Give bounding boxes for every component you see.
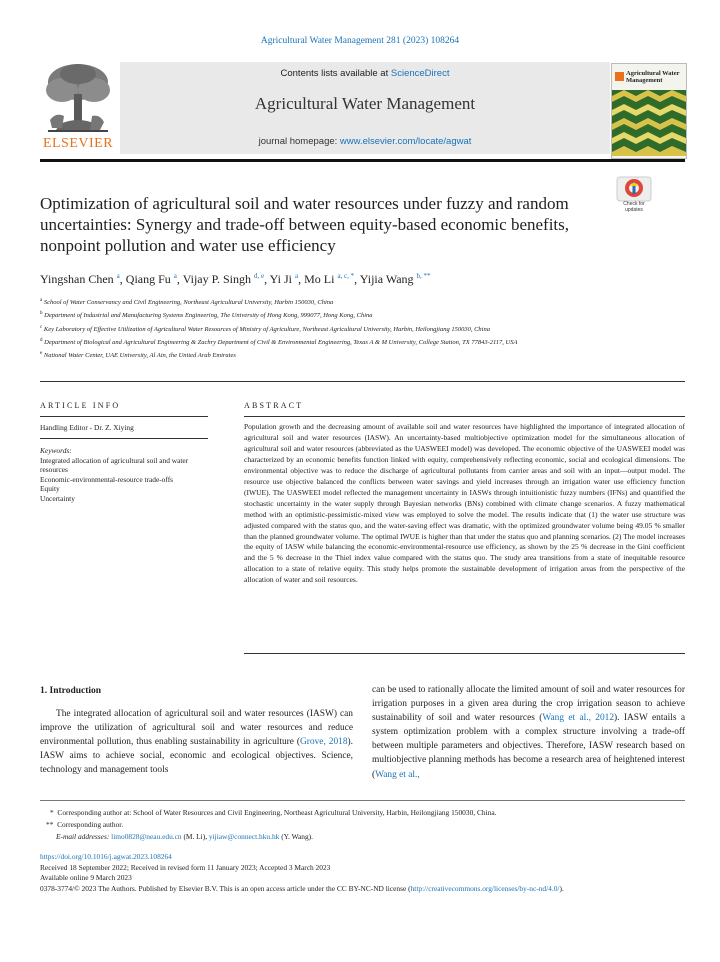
header-divider	[40, 159, 685, 162]
abstract-bottom-divider	[244, 653, 685, 654]
intro-paragraph-left	[40, 707, 353, 777]
author-list: Yingshan Chen $^a$, Qiang Fu $^a$, Vijay P. Singh $^{d, e}$, Yi Ji $^a$, Mo Li $^{a, c, *}$, Yijia Wang $^{b, **}$	[40, 272, 431, 286]
citation-link[interactable]: Wang et al., 2012	[542, 713, 615, 724]
footnotes-block	[40, 807, 685, 843]
abstract-top-divider	[244, 416, 685, 417]
homepage-prefix: journal homepage:	[258, 136, 340, 147]
contents-available-line	[120, 68, 610, 79]
intro-text: The integrated allocation of agricultural soil and water resources (IASW) can improve the utilization of agricultural soil and water resources and reduce environmental pollution, thus enabling sustainability in agriculture (	[40, 709, 353, 748]
keyword: Integrated allocation of agricultural soil and water resources	[40, 455, 189, 475]
email-link[interactable]: limo0828@neau.edu.cn	[111, 832, 182, 841]
check-for-updates-badge[interactable]	[616, 176, 652, 212]
keyword: Equity	[40, 484, 60, 494]
journal-homepage-line	[120, 136, 610, 147]
citation-link[interactable]: Grove, 2018	[300, 737, 348, 748]
elsevier-wordmark: ELSEVIER	[42, 136, 114, 151]
abstract-heading: ABSTRACT	[244, 401, 304, 410]
author[interactable]: Yi Ji $^a$	[269, 272, 299, 286]
email-link[interactable]: yijiaw@connect.hku.hk	[208, 832, 280, 841]
article-info-heading: ARTICLE INFO	[40, 401, 121, 410]
cover-pattern-icon	[612, 90, 686, 156]
affiliation: $^c$ Key Laboratory of Effective Utilization of Agricultural Water Resources of Ministry of Agriculture, Northeast Agricultural University, Harbin, Heilongjiang 150030, China	[40, 324, 490, 333]
journal-name: Agricultural Water Management	[254, 94, 476, 113]
intro-text: ). IASW entails a system optimization problem with a complex structure involving a trade-off between multiple parameters and objectives. Therefore, IASW research based on multiobjective planning methods has become a research area of heightened interest (	[372, 713, 685, 780]
keyword: Economic-environmental-resource trade-offs	[40, 474, 174, 484]
abstract-text: Population growth and the decreasing amount of available soil and water resources have highlighted the importance of integrated allocation of agricultural soil and water resources (IASW). An uncertainty-based multiobjective optimization model for the simultaneous allocation of agricultural soil and water resources (abbreviated as the UASWEEI model) was developed. The economic objective of the UASWEEI model was characterized by an economic benefits function linked with equity, comprehensively reflecting economic, social and ecological dimensions. The environmental objective was to reduce the discharge of agricultural pollutants from carrier areas and soil with an input—output model. The resource use objective balanced the conflicts between water savings and yield increases through an irrigation water use efficiency function (IWUE). The UASWEEI model reflected the management uncertainty in IASWs through intuitionistic fuzzy numbers (IFNs) and quantified the stochastic uncertainty in the water supply through Bayesian networks (BNs) combined with climate change scenarios. A fuzzy mathematical method with an optimistic-pessimistic-mixed view was employed to solve the model. The results indicate that (1) the water use structure was adjusted compared with the status quo, and the water-saving effect was dramatic, with the optimized groundwater volume being 49.05 % smaller than the planned groundwater volume. The optimal IWUE is higher than that under the status quo and planning scenarios. (2) The model increases the equity of IASW while balancing the economic-environmental-resource use efficiency, as shown by the 25 % decrease in the Gini coefficient and the 5 % decrease in the Thiel index value compared with the status quo. The study area transitions from a state of inequitable resource allocation to a state of relative equity. This study helps promote the sustainable development of irrigation areas from the perspective of the allocation of water and soil resources.	[244, 422, 685, 585]
keywords-block	[40, 446, 208, 504]
intro-paragraph-right	[372, 683, 685, 782]
handling-editor-divider	[40, 438, 208, 439]
author[interactable]: Vijay P. Singh $^{d, e}$	[182, 272, 265, 286]
email-label: E-mail addresses:	[56, 832, 112, 841]
author[interactable]: Qiang Fu $^a$	[125, 272, 177, 286]
journal-header	[40, 60, 685, 158]
intro-text: can be used to rationally allocate the limited amount of soil and water resources for irrigation purposes in a given area during the crop irrigation season to achieve sustainability of soil and water resources (	[372, 685, 685, 724]
elsevier-tree-icon	[40, 60, 116, 138]
elsevier-logo[interactable]	[40, 60, 116, 156]
license-link[interactable]: http://creativecommons.org/licenses/by-nc-nd/4.0/	[410, 883, 560, 893]
cover-logo-mark	[615, 72, 624, 81]
sciencedirect-link[interactable]: ScienceDirect	[390, 68, 450, 79]
affiliation: $^a$ School of Water Conservancy and Civil Engineering, Northeast Agricultural University, Harbin 150030, China	[40, 298, 334, 307]
keyword: Uncertainty	[40, 493, 75, 503]
corresponding-author-note: * Corresponding author at: School of Water Resources and Civil Engineering, Northeast Agricultural University, Harbin, Heilongjiang 150030, China.	[50, 808, 497, 817]
handling-editor: Handling Editor - Dr. Z. Xiying	[40, 423, 134, 432]
author[interactable]: Mo Li $^{a, c, *}$	[304, 272, 355, 286]
section-heading-introduction: 1. Introduction	[40, 686, 102, 696]
author[interactable]: Yijia Wang $^{b, **}$	[359, 272, 431, 286]
article-title: Optimization of agricultural soil and water resources under fuzzy and random uncertainties: Synergy and trade-off between equity-based economic benefits, nonpoint pollution and water use efficiency	[40, 194, 570, 255]
citation-link[interactable]: Wang et al.,	[375, 769, 420, 780]
journal-reference-link[interactable]: Agricultural Water Management 281 (2023) 108264	[260, 36, 460, 46]
contents-prefix: Contents lists available at	[280, 68, 391, 79]
author[interactable]: Yingshan Chen $^a$	[40, 272, 120, 286]
affiliation-list	[40, 295, 600, 362]
doi-link[interactable]: https://doi.org/10.1016/j.agwat.2023.108264	[40, 852, 172, 861]
corresponding-author-note: ** Corresponding author.	[46, 820, 124, 829]
journal-homepage-link[interactable]: www.elsevier.com/locate/agwat	[339, 136, 472, 147]
check-for-updates-label: Check for updates	[623, 201, 645, 213]
license-statement: 0378-3774/© 2023 The Authors. Published by Elsevier B.V. This is an open access article under the CC BY-NC-ND license (http://creativecommons.org/licenses/by-nc-nd/4.0/).	[40, 883, 564, 893]
email-addresses: E-mail addresses: limo0828@neau.edu.cn (M. Li), yijiaw@connect.hku.hk (Y. Wang).	[56, 832, 313, 841]
article-info-divider	[40, 416, 208, 417]
crossmark-icon	[616, 176, 652, 202]
affiliation: $^e$ National Water Center, UAE University, Al Ain, the United Arab Emirates	[40, 351, 236, 360]
cover-title: Agricultural Water Management	[626, 70, 680, 84]
publication-info	[40, 852, 685, 894]
keywords-label: Keywords:	[40, 446, 72, 455]
affiliation: $^b$ Department of Industrial and Manufacturing Systems Engineering, The University of Hong Kong, 999077, Hong Kong, China	[40, 311, 373, 320]
received-dates: Received 18 September 2022; Received in revised form 11 January 2023; Accepted 3 March 2023	[40, 862, 331, 872]
affiliations-divider	[40, 381, 685, 382]
footnote-divider	[40, 800, 685, 801]
affiliation: $^d$ Department of Biological and Agricultural Engineering & Zachry Department of Civil & Environmental Engineering, Texas A & M University, College Station, TX 77843-2117, USA	[40, 338, 518, 347]
available-online: Available online 9 March 2023	[40, 873, 132, 883]
intro-text: ). IASW aims to achieve social, economic and ecological objectives. Science, technology and management tools	[40, 737, 353, 776]
journal-cover-image[interactable]	[611, 63, 687, 159]
